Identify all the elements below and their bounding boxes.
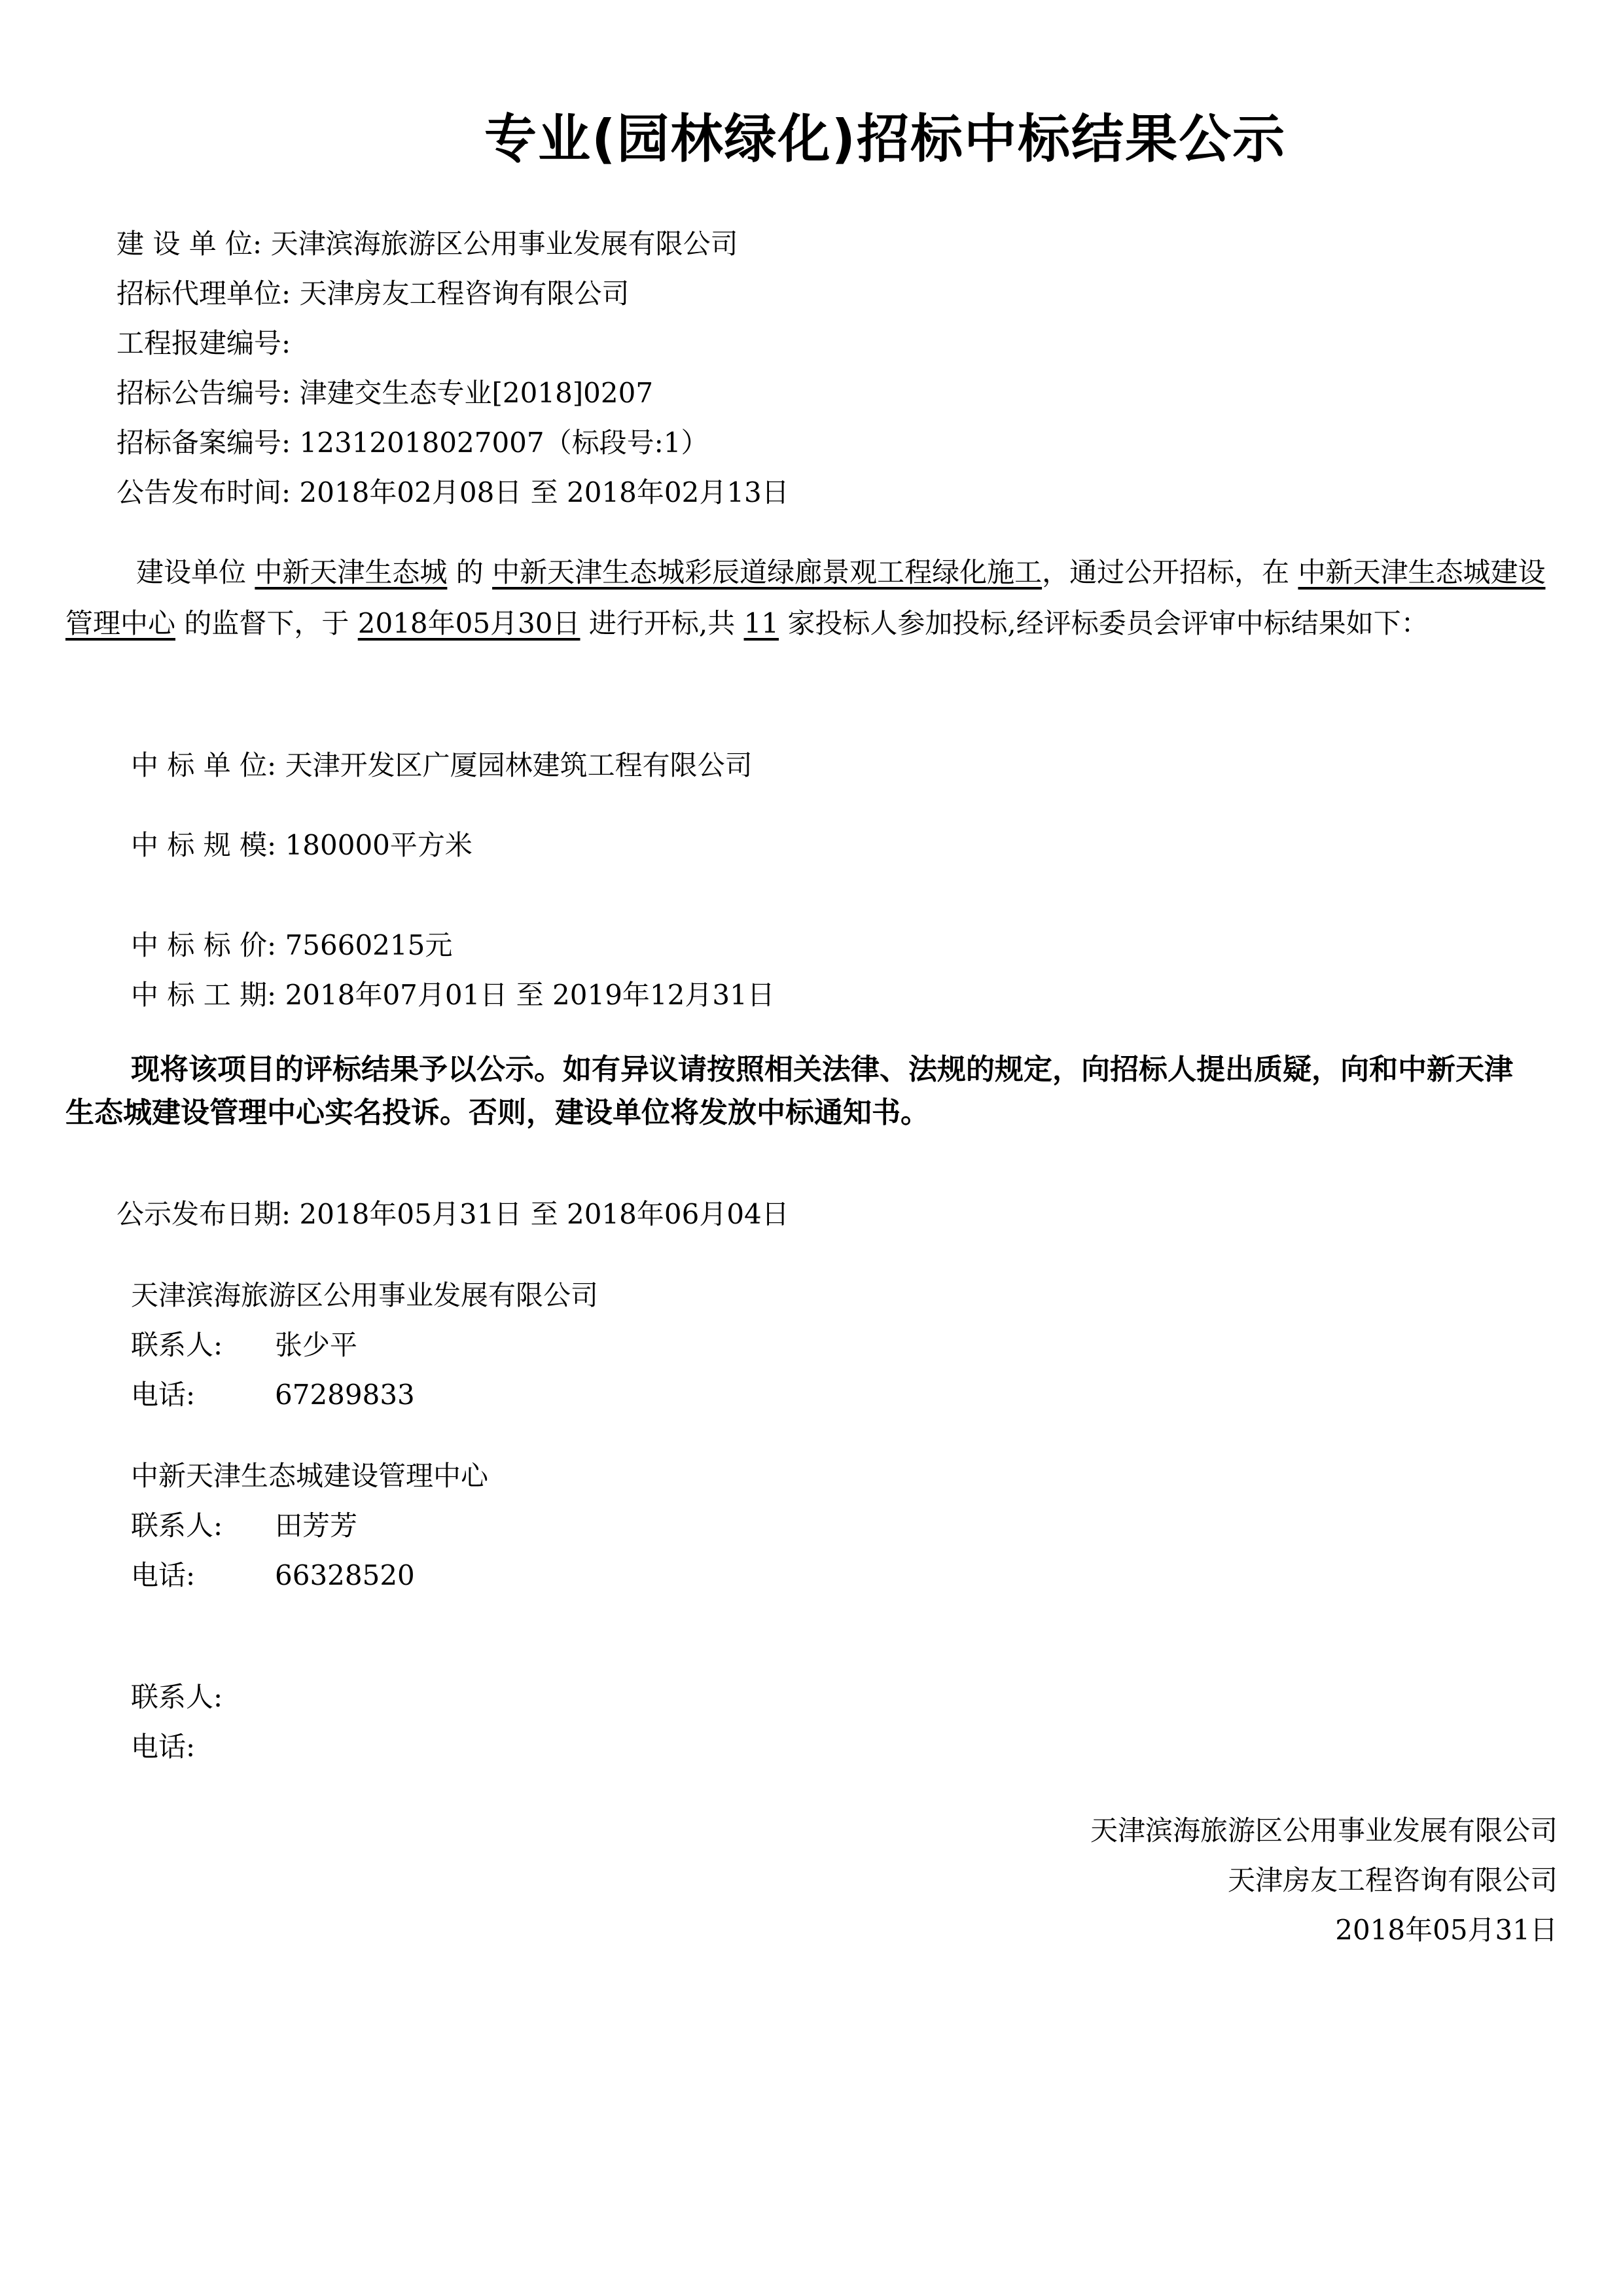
contact-person-label: 联系人: (131, 1510, 223, 1542)
scale-label: 中 标 规 模: (131, 829, 277, 861)
paragraph-text: 家投标人参加投标,经评标委员会评审中标结果如下： (779, 607, 1429, 639)
contact-phone-label: 电话: (131, 1559, 196, 1591)
info-value: 12312018027007（标段号:1） (299, 427, 709, 459)
info-label: 公告发布时间: (116, 476, 291, 508)
project-name: 中新天津生态城彩辰道绿廊景观工程绿化施工 (492, 556, 1043, 588)
scale-row (131, 826, 473, 865)
price-row (131, 926, 452, 965)
contact-phone: 67289833 (275, 1379, 415, 1411)
paragraph-text: 建设单位 (136, 556, 255, 588)
contact-phone-label: 电话: (131, 1731, 196, 1763)
signature-org-2: 天津房友工程咨询有限公司 (1227, 1864, 1558, 1896)
builder-name: 中新天津生态城 (255, 556, 448, 588)
info-row-notice-number (116, 374, 653, 413)
objection-notice: 现将该项目的评标结果予以公示。如有异议请按照相关法律、法规的规定，向招标人提出质疑，向和中新天津生态城建设管理中心实名投诉。否则，建设单位将发放中标通知书。 (65, 1053, 1513, 1129)
info-label: 招标备案编号: (116, 427, 291, 459)
contact-person: 田芳芳 (275, 1510, 358, 1542)
info-value: 天津滨海旅游区公用事业发展有限公司 (270, 228, 738, 260)
open-date: 2018年05月30日 (357, 607, 580, 639)
paragraph-text: 进行开标,共 (580, 607, 744, 639)
info-label: 工程报建编号: (116, 327, 291, 359)
period-label: 中 标 工 期: (131, 979, 277, 1011)
info-row-registration (116, 324, 291, 363)
paragraph-text: 的监督下，于 (175, 607, 358, 639)
info-value: 天津房友工程咨询有限公司 (299, 277, 630, 309)
publish-label: 公示发布日期: (116, 1198, 291, 1230)
price-label: 中 标 标 价: (131, 929, 277, 961)
winner-value: 天津开发区广厦园林建筑工程有限公司 (285, 749, 753, 781)
contact-phone-label: 电话: (131, 1379, 196, 1411)
publish-value: 2018年05月31日 至 2018年06月04日 (299, 1198, 789, 1230)
info-label: 建 设 单 位: (116, 228, 262, 260)
info-value: 津建交生态专业[2018]0207 (299, 377, 654, 409)
bidder-count: 11 (743, 607, 779, 639)
info-row-filing-number (116, 423, 709, 463)
contact-phone-row (131, 1727, 275, 1767)
contact-person-row (131, 1326, 357, 1365)
info-row-agent (116, 274, 630, 313)
page-title: 专业(园林绿化)招标中标结果公示 (484, 109, 1287, 169)
info-value: 2018年02月08日 至 2018年02月13日 (299, 476, 789, 508)
contact-person-label: 联系人: (131, 1329, 223, 1361)
info-row-builder (116, 224, 738, 264)
contact-person-row (131, 1506, 357, 1545)
scale-value: 180000平方米 (285, 829, 473, 861)
contact-person-row (131, 1678, 275, 1717)
result-paragraph (65, 547, 1571, 649)
info-label: 招标代理单位: (116, 277, 291, 309)
supervisor-name: 中新天津生态城建设管理中心 (65, 556, 1546, 639)
contact-person-label: 联系人: (131, 1681, 223, 1713)
winner-label: 中 标 单 位: (131, 749, 277, 781)
period-row (131, 976, 775, 1015)
contact-org: 中新天津生态城建设管理中心 (131, 1460, 489, 1492)
publish-date-row (116, 1195, 789, 1234)
info-label: 招标公告编号: (116, 377, 291, 409)
price-value: 75660215元 (285, 929, 453, 961)
paragraph-text: 的 (447, 556, 493, 588)
signature-org-1: 天津滨海旅游区公用事业发展有限公司 (1090, 1814, 1558, 1846)
signature-date: 2018年05月31日 (1335, 1914, 1558, 1946)
winner-row (131, 746, 753, 785)
info-row-publish-time (116, 473, 789, 512)
period-value: 2018年07月01日 至 2019年12月31日 (285, 979, 775, 1011)
contact-phone: 66328520 (275, 1559, 415, 1591)
contact-phone-row (131, 1556, 415, 1595)
contact-person: 张少平 (275, 1329, 358, 1361)
contact-phone-row (131, 1375, 415, 1415)
paragraph-text: ，通过公开招标，在 (1042, 556, 1298, 588)
contact-org: 天津滨海旅游区公用事业发展有限公司 (131, 1279, 599, 1311)
